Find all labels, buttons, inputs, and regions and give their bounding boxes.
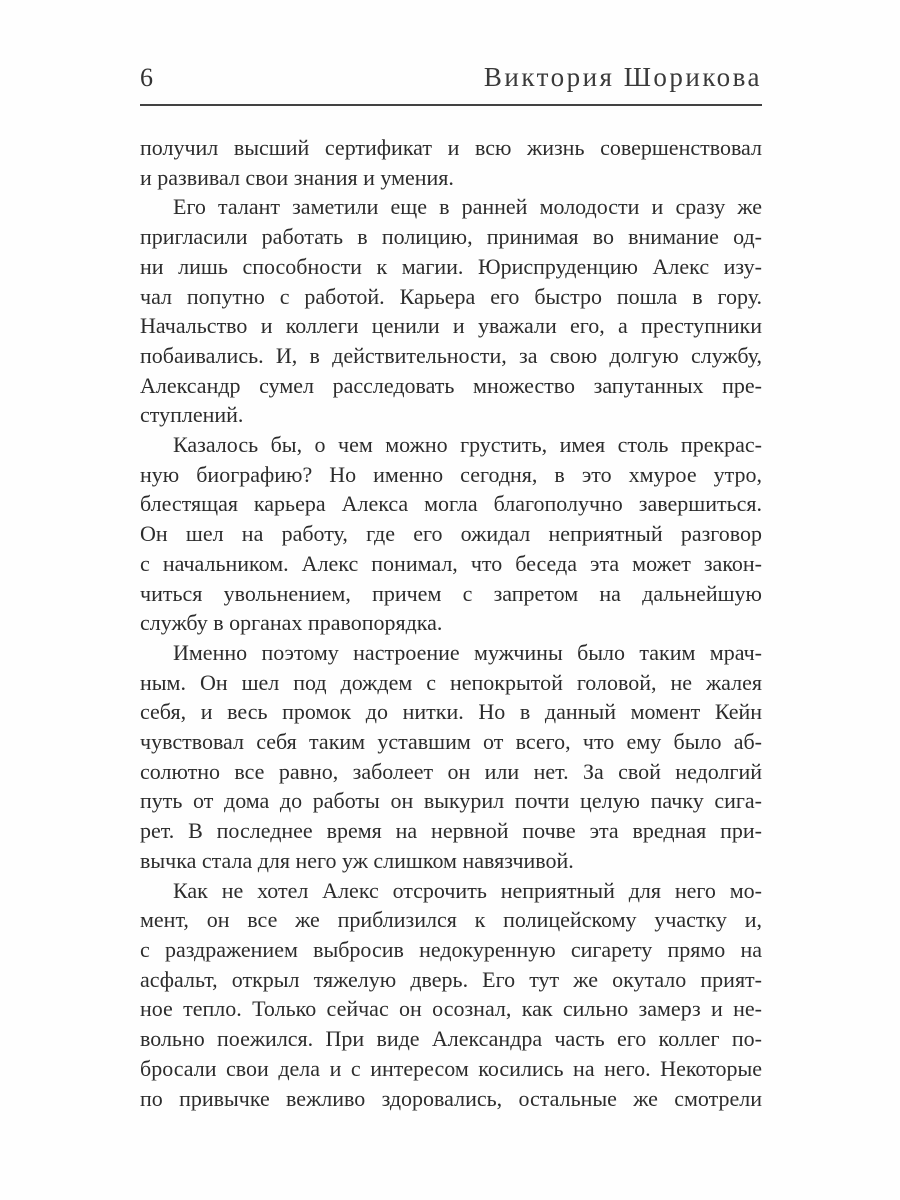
text-line: ни лишь способности к магии. Юриспруденцию Алекс изу- xyxy=(140,253,762,279)
header-rule xyxy=(140,104,762,106)
text-line: и развивал свои знания и умения. xyxy=(140,164,454,190)
text-line: путь от дома до работы он выкурил почти целую пачку сига- xyxy=(140,788,762,814)
text-line: ным. Он шел под дождем с непокрытой головой, не жалея xyxy=(140,669,762,695)
paragraph xyxy=(140,876,762,1114)
text-line: читься увольнением, причем с запретом на дальнейшую xyxy=(140,580,762,606)
text-line: пригласили работать в полицию, принимая во внимание од- xyxy=(140,224,762,250)
text-line: побаивались. И, в действительности, за свою долгую службу, xyxy=(140,342,762,368)
text-line: Александр сумел расследовать множество запутанных пре- xyxy=(140,372,762,398)
text-line: Казалось бы, о чем можно грустить, имея столь прекрас- xyxy=(173,432,762,458)
paragraph xyxy=(140,430,762,638)
text-line: Именно поэтому настроение мужчины было таким мрач- xyxy=(173,639,762,665)
text-line: Как не хотел Алекс отсрочить неприятный для него мо- xyxy=(173,877,762,903)
text-line: вычка стала для него уж слишком навязчивой. xyxy=(140,847,574,873)
text-line: ступлений. xyxy=(140,402,244,428)
text-line: чувствовал себя таким уставшим от всего, что ему было аб- xyxy=(140,729,762,755)
text-line: вольно поежился. При виде Александра часть его коллег по- xyxy=(140,1026,762,1052)
text-line: бросали свои дела и с интересом косились на него. Некоторые xyxy=(140,1055,762,1081)
text-line: Начальство и коллеги ценили и уважали его, а преступники xyxy=(140,313,762,339)
text-line: мент, он все же приблизился к полицейскому участку и, xyxy=(140,907,762,933)
paragraph xyxy=(140,192,762,430)
text-line: чал попутно с работой. Карьера его быстро пошла в гору. xyxy=(140,283,762,309)
text-line: блестящая карьера Алекса могла благополучно завершиться. xyxy=(140,491,762,517)
text-line: Его талант заметили еще в ранней молодости и сразу же xyxy=(173,194,762,220)
paragraph xyxy=(140,133,762,192)
page-header xyxy=(140,64,762,91)
text-line: солютно все равно, заболеет он или нет. За свой недолгий xyxy=(140,758,762,784)
page-body xyxy=(140,133,762,1113)
text-line: Он шел на работу, где его ожидал неприятный разговор xyxy=(140,521,762,547)
text-line: службу в органах правопорядка. xyxy=(140,610,443,636)
text-line: ное тепло. Только сейчас он осознал, как сильно замерз и не- xyxy=(140,996,762,1022)
text-line: с раздражением выбросив недокуренную сигарету прямо на xyxy=(140,936,762,962)
text-line: с начальником. Алекс понимал, что беседа эта может закон- xyxy=(140,550,762,576)
text-line: себя, и весь промок до нитки. Но в данный момент Кейн xyxy=(140,699,762,725)
text-line: получил высший сертификат и всю жизнь совершенствовал xyxy=(140,135,762,160)
paragraph xyxy=(140,638,762,876)
text-line: по привычке вежливо здоровались, остальные же смотрели xyxy=(140,1085,762,1111)
text-line: рет. В последнее время на нервной почве эта вредная при- xyxy=(140,818,762,844)
running-head: Виктория Шорикова xyxy=(483,62,762,92)
text-line: асфальт, открыл тяжелую дверь. Его тут же окутало прият- xyxy=(140,966,762,992)
page-number: 6 xyxy=(140,63,153,92)
text-line: ную биографию? Но именно сегодня, в это хмурое утро, xyxy=(140,461,762,487)
